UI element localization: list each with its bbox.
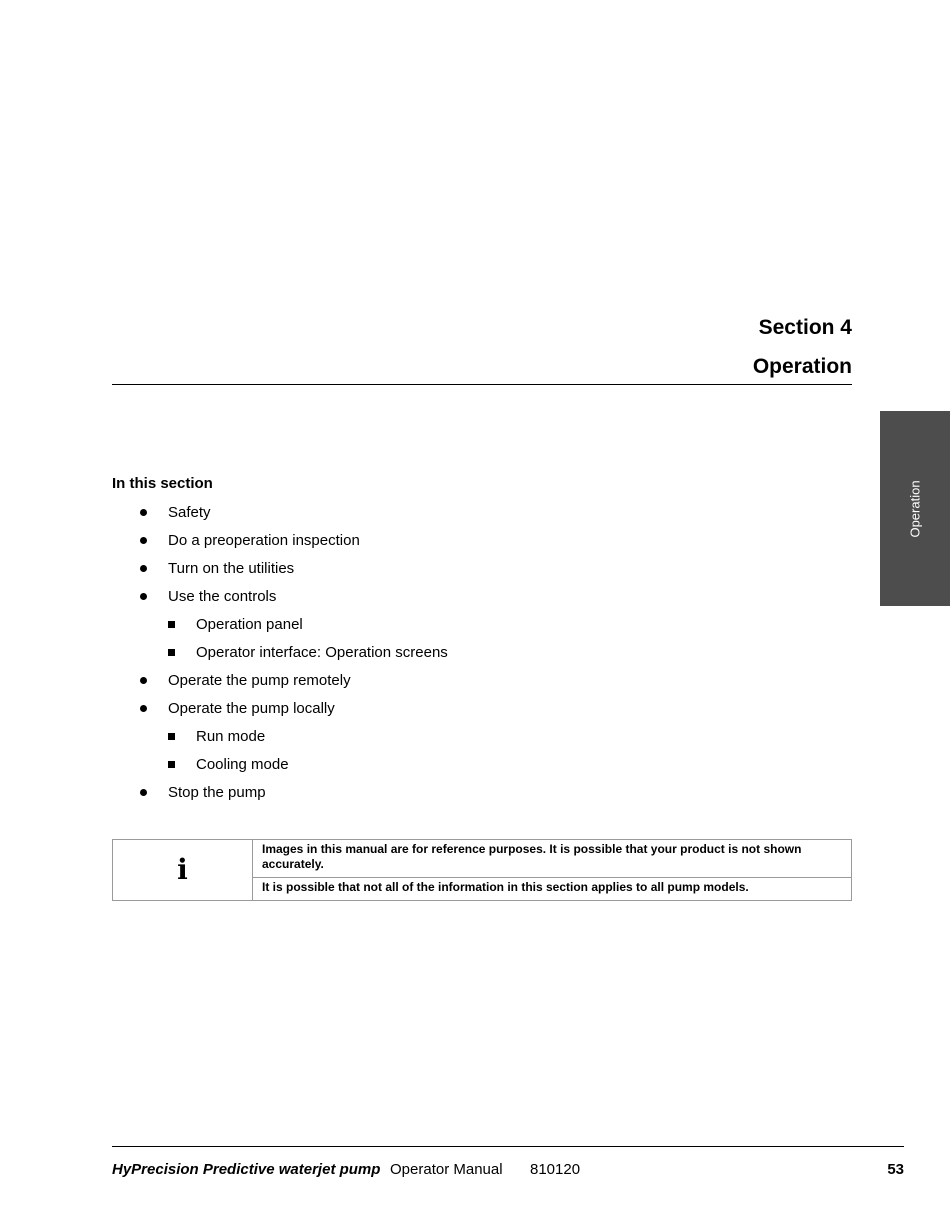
bullet-icon — [140, 780, 148, 805]
note-text: It is possible that not all of the information in this section applies to all pump models. — [262, 880, 749, 894]
in-this-section-heading: In this section — [112, 475, 213, 492]
page-number: 53 — [887, 1161, 904, 1178]
page-footer — [112, 1146, 904, 1187]
side-tab — [880, 411, 950, 606]
footer-document-number: 810120 — [530, 1161, 581, 1178]
bullet-icon — [140, 696, 148, 721]
square-bullet-icon — [168, 640, 176, 665]
info-note-table — [112, 839, 852, 901]
section-title: Operation — [752, 355, 852, 378]
section-header — [112, 312, 852, 385]
footer-manual-title: Operator Manual — [390, 1161, 503, 1178]
list-item-label: Operation panel — [196, 616, 303, 633]
list-item-label: Safety — [168, 504, 211, 521]
bullet-icon — [140, 500, 148, 525]
bullet-icon — [140, 528, 148, 553]
bullet-icon — [140, 584, 148, 609]
list-item-label: Use the controls — [168, 588, 277, 605]
square-bullet-icon — [168, 612, 176, 637]
list-item-label: Operate the pump locally — [168, 700, 335, 717]
section-number: Section 4 — [758, 316, 852, 339]
info-icon: i — [177, 853, 188, 886]
bullet-icon — [140, 668, 148, 693]
list-item-label: Stop the pump — [168, 784, 266, 801]
bullet-icon — [140, 556, 148, 581]
square-bullet-icon — [168, 752, 176, 777]
list-item-label: Cooling mode — [196, 756, 289, 773]
list-item-label: Turn on the utilities — [168, 560, 295, 577]
list-item-label: Operator interface: Operation screens — [196, 644, 448, 661]
side-tab-label: Operation — [907, 479, 923, 538]
list-item-label: Run mode — [196, 728, 266, 745]
list-item-label: Operate the pump remotely — [168, 672, 351, 689]
note-text: Images in this manual are for reference purposes. It is possible that your product is not shown accurately. — [253, 840, 851, 878]
footer-product-name: HyPrecision Predictive waterjet pump — [112, 1161, 381, 1178]
list-item-label: Do a preoperation inspection — [168, 532, 360, 549]
square-bullet-icon — [168, 724, 176, 749]
info-icon-cell — [113, 840, 253, 900]
